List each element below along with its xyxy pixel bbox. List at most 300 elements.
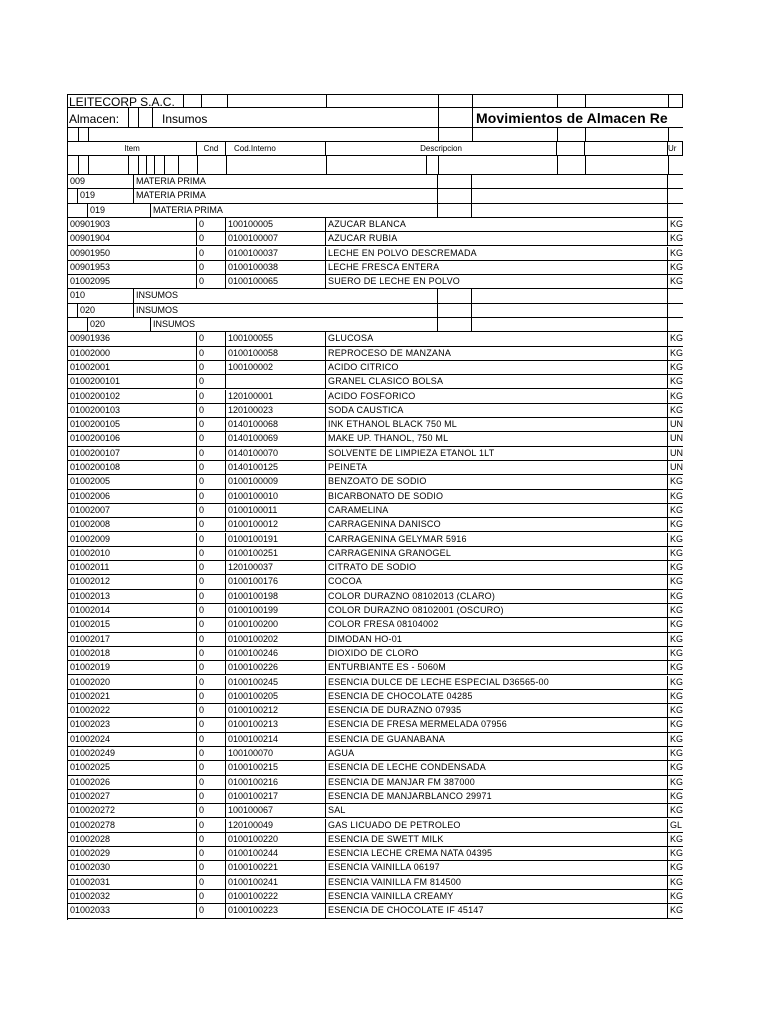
- item-code: 0100200106: [68, 432, 197, 445]
- unit: UN: [670, 462, 683, 472]
- grid-line: [472, 95, 473, 107]
- cnd-value: 0: [197, 547, 226, 560]
- item-code: 00901950: [68, 247, 197, 260]
- cnd-value: 0: [197, 876, 226, 889]
- empty-cell: [438, 289, 472, 302]
- table-row: [68, 475, 683, 489]
- table-row: [68, 661, 683, 675]
- col-header-um: Ur: [668, 142, 683, 155]
- description: ESENCIA VAINILLA 06197: [326, 861, 668, 874]
- unit: KG: [670, 361, 683, 372]
- almacen-value: Insumos: [162, 112, 208, 126]
- description: COLOR FRESA 08104002: [326, 618, 668, 631]
- unit: KG: [670, 504, 683, 515]
- empty-cell: [668, 304, 683, 317]
- cnd-value: 0: [197, 533, 226, 546]
- table-row: [68, 533, 683, 547]
- indent-cell: [68, 204, 88, 217]
- cod-interno: 0100100010: [226, 490, 326, 503]
- item-code: 01002027: [68, 790, 197, 803]
- grid-line: [183, 95, 184, 107]
- cnd-value: 0: [197, 490, 226, 503]
- cod-interno: 0100100215: [226, 761, 326, 774]
- cod-interno: 0100100244: [226, 847, 326, 860]
- item-code: 01002006: [68, 490, 197, 503]
- cod-interno: 100100002: [226, 361, 326, 374]
- unit: KG: [670, 404, 683, 415]
- item-code: 0100200108: [68, 461, 197, 474]
- table-row: [68, 332, 683, 346]
- cod-interno: 0100100226: [226, 661, 326, 674]
- description: ACIDO CITRICO: [326, 361, 668, 374]
- cnd-value: 0: [197, 661, 226, 674]
- col-header-item: Item: [68, 142, 197, 155]
- unit: UN: [670, 433, 683, 444]
- unit: KG: [670, 719, 683, 730]
- cod-interno: 0100100012: [226, 518, 326, 531]
- description: ESENCIA VAINILLA CREAMY: [326, 890, 668, 903]
- cnd-value: 0: [197, 890, 226, 903]
- cnd-value: 0: [197, 461, 226, 474]
- description: CITRATO DE SODIO: [326, 561, 668, 574]
- group-label: MATERIA PRIMA: [134, 175, 438, 188]
- cnd-value: 0: [197, 561, 226, 574]
- grid-line: [201, 95, 202, 107]
- unit: KG: [670, 533, 683, 544]
- item-code: 01002009: [68, 533, 197, 546]
- table-row: [68, 404, 683, 418]
- item-code: 010020272: [68, 804, 197, 817]
- item-code: 01002010: [68, 547, 197, 560]
- grid-line: [585, 156, 586, 174]
- unit: KG: [670, 619, 683, 630]
- cnd-value: 0: [197, 432, 226, 445]
- cod-interno: 0100100214: [226, 733, 326, 746]
- item-code: 01002001: [68, 361, 197, 374]
- item-code: 01002021: [68, 690, 197, 703]
- group-row: [68, 318, 683, 332]
- grid-line: [557, 95, 558, 107]
- cnd-value: 0: [197, 733, 226, 746]
- almacen-label: Almacen:: [69, 112, 120, 126]
- description: SODA CAUSTICA: [326, 404, 668, 417]
- unit: GL: [670, 819, 683, 830]
- cod-interno: [226, 375, 326, 388]
- grid-line: [164, 156, 165, 174]
- description: INK ETHANOL BLACK 750 ML: [326, 418, 668, 431]
- unit: KG: [670, 333, 683, 344]
- col-header-desc: Descripcion: [326, 142, 557, 155]
- description: COLOR DURAZNO 08102013 (CLARO): [326, 590, 668, 603]
- cod-interno: 0100100037: [226, 247, 326, 260]
- table-row: [68, 604, 683, 618]
- description: ACIDO FOSFORICO: [326, 390, 668, 403]
- item-code: 01002019: [68, 661, 197, 674]
- grid-line: [154, 156, 155, 174]
- cod-interno: 120100001: [226, 390, 326, 403]
- table-row: [68, 461, 683, 475]
- item-code: 00901953: [68, 261, 197, 274]
- group-code: 020: [78, 304, 134, 317]
- description: REPROCESO DE MANZANA: [326, 347, 668, 360]
- table-row: [68, 232, 683, 246]
- description: ENTURBIANTE ES - 5060M: [326, 661, 668, 674]
- description: DIOXIDO DE CLORO: [326, 647, 668, 660]
- description: ESENCIA DE SWETT MILK: [326, 833, 668, 846]
- cnd-value: 0: [197, 347, 226, 360]
- unit: KG: [670, 490, 683, 501]
- item-code: 01002007: [68, 504, 197, 517]
- item-code: 01002008: [68, 518, 197, 531]
- table-row: [68, 590, 683, 604]
- cod-interno: 0100100009: [226, 475, 326, 488]
- unit: KG: [670, 705, 683, 716]
- grid-line: [426, 156, 427, 174]
- item-code: 01002028: [68, 833, 197, 846]
- table-row: [68, 561, 683, 575]
- company-row: [68, 95, 683, 108]
- cod-interno: 120100049: [226, 819, 326, 832]
- indent-cell: [68, 189, 78, 202]
- grid-line: [668, 156, 669, 174]
- grid-line: [557, 128, 558, 141]
- unit: KG: [670, 690, 683, 701]
- cod-interno: 0100100245: [226, 676, 326, 689]
- empty-cell: [668, 318, 683, 331]
- cnd-value: 0: [197, 790, 226, 803]
- grid-line: [138, 156, 139, 174]
- group-code: 010: [68, 289, 134, 302]
- cnd-value: 0: [197, 676, 226, 689]
- cod-interno: 0100100241: [226, 876, 326, 889]
- grid-line: [682, 95, 683, 107]
- cnd-value: 0: [197, 361, 226, 374]
- description: LECHE FRESCA ENTERA: [326, 261, 668, 274]
- description: ESENCIA DE CHOCOLATE IF 45147: [326, 904, 668, 917]
- cod-interno: 0100100200: [226, 618, 326, 631]
- cod-interno: 0100100065: [226, 275, 326, 288]
- cnd-value: 0: [197, 504, 226, 517]
- cod-interno: 0140100125: [226, 461, 326, 474]
- grid-line: [88, 156, 89, 174]
- cnd-value: 0: [197, 861, 226, 874]
- cod-interno: 0140100069: [226, 432, 326, 445]
- cnd-value: 0: [197, 375, 226, 388]
- empty-cell: [668, 204, 683, 217]
- description: AGUA: [326, 747, 668, 760]
- cod-interno: 100100055: [226, 332, 326, 345]
- table-row: [68, 847, 683, 861]
- unit: KG: [670, 519, 683, 530]
- cod-interno: 0100100202: [226, 633, 326, 646]
- cod-interno: 0100100011: [226, 504, 326, 517]
- table-row: [68, 718, 683, 732]
- item-code: 010020278: [68, 819, 197, 832]
- unit: KG: [670, 833, 683, 844]
- unit: KG: [670, 748, 683, 758]
- group-label: MATERIA PRIMA: [151, 204, 438, 217]
- table-row: [68, 432, 683, 446]
- cod-interno: 0100100212: [226, 704, 326, 717]
- unit: KG: [670, 390, 683, 401]
- item-code: 01002031: [68, 876, 197, 889]
- unit: KG: [670, 547, 683, 558]
- group-row: [68, 289, 683, 303]
- cnd-value: 0: [197, 232, 226, 245]
- cod-interno: 0100100251: [226, 547, 326, 560]
- cnd-value: 0: [197, 847, 226, 860]
- cod-interno: 0100100038: [226, 261, 326, 274]
- col-header-cod: Cod.Interno: [226, 142, 326, 155]
- unit: KG: [670, 776, 683, 787]
- empty-cell: [472, 189, 668, 202]
- cod-interno: 0100100222: [226, 890, 326, 903]
- item-code: 0100200107: [68, 447, 197, 460]
- cnd-value: 0: [197, 633, 226, 646]
- unit: KG: [670, 605, 683, 615]
- col-header-cnd: Cnd: [197, 142, 226, 155]
- cod-interno: 0100100220: [226, 833, 326, 846]
- item-code: 01002024: [68, 733, 197, 746]
- unit: KG: [670, 891, 683, 901]
- description: CARRAGENINA GELYMAR 5916: [326, 533, 668, 546]
- empty-cell: [472, 204, 668, 217]
- table-row: [68, 504, 683, 518]
- description: AZUCAR RUBIA: [326, 232, 668, 245]
- empty-cell: [438, 189, 472, 202]
- item-code: 01002022: [68, 704, 197, 717]
- cnd-value: 0: [197, 275, 226, 288]
- item-code: 01002020: [68, 676, 197, 689]
- item-code: 01002017: [68, 633, 197, 646]
- grid-line: [585, 128, 586, 141]
- table-row: [68, 733, 683, 747]
- item-code: 01002018: [68, 647, 197, 660]
- group-row: [68, 304, 683, 318]
- cnd-value: 0: [197, 618, 226, 631]
- indent-cell: [68, 318, 88, 331]
- grid-line: [146, 156, 147, 174]
- cnd-value: 0: [197, 418, 226, 431]
- description: CARAMELINA: [326, 504, 668, 517]
- grid-line: [88, 128, 89, 141]
- spreadsheet: [67, 94, 683, 920]
- item-code: 00901936: [68, 332, 197, 345]
- grid-line: [128, 156, 129, 174]
- table-row: [68, 218, 683, 232]
- description: ESENCIA DE MANJAR FM 387000: [326, 776, 668, 789]
- unit: KG: [670, 662, 683, 673]
- description: SAL: [326, 804, 668, 817]
- item-code: 01002014: [68, 604, 197, 617]
- cnd-value: 0: [197, 390, 226, 403]
- grid-line: [438, 95, 439, 107]
- unit: KG: [670, 876, 683, 887]
- group-row: [68, 175, 683, 189]
- cnd-value: 0: [197, 575, 226, 588]
- table-row: [68, 518, 683, 532]
- group-code: 020: [88, 318, 151, 331]
- cnd-value: 0: [197, 475, 226, 488]
- description: ESENCIA DULCE DE LECHE ESPECIAL D36565-00: [326, 676, 668, 689]
- table-row: [68, 904, 683, 918]
- table-row: [68, 390, 683, 404]
- empty-cell: [668, 175, 683, 188]
- item-code: 01002013: [68, 590, 197, 603]
- empty-cell: [472, 289, 668, 302]
- grid-line: [438, 156, 439, 174]
- description: ESENCIA DE GUANABANA: [326, 733, 668, 746]
- cod-interno: 0100100223: [226, 904, 326, 917]
- grid-line: [438, 128, 439, 141]
- grid-line: [472, 128, 473, 141]
- cod-interno: 0100100216: [226, 776, 326, 789]
- table-row: [68, 890, 683, 904]
- table-row: [68, 704, 683, 718]
- grid-line: [178, 156, 179, 174]
- item-code: 01002023: [68, 718, 197, 731]
- description: PEINETA: [326, 461, 668, 474]
- grid-line: [557, 156, 558, 174]
- unit: KG: [670, 562, 683, 573]
- cod-interno: 100100067: [226, 804, 326, 817]
- cod-interno: 0140100070: [226, 447, 326, 460]
- item-code: 01002025: [68, 761, 197, 774]
- cnd-value: 0: [197, 819, 226, 832]
- table-row: [68, 647, 683, 661]
- grid-line: [326, 95, 327, 107]
- unit: KG: [670, 676, 683, 687]
- empty-cell: [472, 304, 668, 317]
- item-code: 00901903: [68, 218, 197, 231]
- unit: KG: [670, 576, 683, 587]
- table-row: [68, 347, 683, 361]
- empty-cell: [438, 204, 472, 217]
- empty-cell: [438, 175, 472, 188]
- cnd-value: 0: [197, 332, 226, 345]
- item-code: 01002026: [68, 776, 197, 789]
- description: ESENCIA DE MANJARBLANCO 29971: [326, 790, 668, 803]
- description: AZUCAR BLANCA: [326, 218, 668, 231]
- group-row: [68, 204, 683, 218]
- table-row: [68, 418, 683, 432]
- unit: KG: [670, 905, 683, 916]
- unit: KG: [670, 762, 683, 773]
- almacen-row: [68, 108, 683, 128]
- cod-interno: 0100100198: [226, 590, 326, 603]
- cod-interno: 0100100217: [226, 790, 326, 803]
- cnd-value: 0: [197, 904, 226, 917]
- description: ESENCIA DE FRESA MERMELADA 07956: [326, 718, 668, 731]
- cod-interno: 100100005: [226, 218, 326, 231]
- table-row: [68, 761, 683, 775]
- grid-line: [585, 95, 586, 107]
- table-row: [68, 819, 683, 833]
- description: ESENCIA DE DURAZNO 07935: [326, 704, 668, 717]
- grid-line: [326, 156, 327, 174]
- report-title: Movimientos de Almacen Re: [476, 110, 668, 126]
- cnd-value: 0: [197, 518, 226, 531]
- table-row: [68, 261, 683, 275]
- table-row: [68, 790, 683, 804]
- item-code: 00901904: [68, 232, 197, 245]
- description: ESENCIA LECHE CREMA NATA 04395: [326, 847, 668, 860]
- spacer-row: [68, 128, 683, 142]
- description: SUERO DE LECHE EN POLVO: [326, 275, 668, 288]
- unit: KG: [670, 247, 683, 258]
- grid-line: [668, 128, 669, 141]
- cnd-value: 0: [197, 704, 226, 717]
- unit: KG: [670, 261, 683, 272]
- empty-cell: [438, 318, 472, 331]
- description: BENZOATO DE SODIO: [326, 475, 668, 488]
- cnd-value: 0: [197, 590, 226, 603]
- grid-line: [438, 108, 439, 127]
- grid-line: [138, 108, 139, 127]
- cod-interno: 0140100068: [226, 418, 326, 431]
- cnd-value: 0: [197, 247, 226, 260]
- empty-cell: [557, 142, 585, 155]
- description: MAKE UP. THANOL, 750 ML: [326, 432, 668, 445]
- description: BICARBONATO DE SODIO: [326, 490, 668, 503]
- cnd-value: 0: [197, 761, 226, 774]
- unit: UN: [670, 419, 683, 430]
- cnd-value: 0: [197, 447, 226, 460]
- empty-cell: [472, 175, 668, 188]
- unit: KG: [670, 347, 683, 358]
- cod-interno: 0100100246: [226, 647, 326, 660]
- group-code: 019: [78, 189, 134, 202]
- table-row: [68, 633, 683, 647]
- item-code: 0100200103: [68, 404, 197, 417]
- item-code: 0100200102: [68, 390, 197, 403]
- unit: KG: [670, 476, 683, 487]
- grid-line: [227, 95, 228, 107]
- description: DIMODAN HO-01: [326, 633, 668, 646]
- table-row: [68, 747, 683, 761]
- table-row: [68, 776, 683, 790]
- empty-cell: [438, 304, 472, 317]
- table-row: [68, 690, 683, 704]
- cnd-value: 0: [197, 718, 226, 731]
- empty-cell: [668, 289, 683, 302]
- group-row: [68, 189, 683, 203]
- cnd-value: 0: [197, 404, 226, 417]
- cnd-value: 0: [197, 261, 226, 274]
- item-code: 01002012: [68, 575, 197, 588]
- column-header-row: [68, 142, 683, 156]
- group-code: 009: [68, 175, 134, 188]
- empty-cell: [472, 318, 668, 331]
- description: ESENCIA VAINILLA FM 814500: [326, 876, 668, 889]
- item-code: 010020249: [68, 747, 197, 760]
- item-code: 01002011: [68, 561, 197, 574]
- description: COLOR DURAZNO 08102001 (OSCURO): [326, 604, 668, 617]
- cnd-value: 0: [197, 804, 226, 817]
- item-code: 0100200101: [68, 375, 197, 388]
- item-code: 01002000: [68, 347, 197, 360]
- table-row: [68, 447, 683, 461]
- sub-header-row: [68, 156, 683, 175]
- cod-interno: 0100100213: [226, 718, 326, 731]
- table-row: [68, 575, 683, 589]
- table-row: [68, 833, 683, 847]
- description: COCOA: [326, 575, 668, 588]
- cnd-value: 0: [197, 647, 226, 660]
- group-label: INSUMOS: [151, 318, 438, 331]
- grid-line: [226, 156, 227, 174]
- grid-line: [668, 95, 669, 107]
